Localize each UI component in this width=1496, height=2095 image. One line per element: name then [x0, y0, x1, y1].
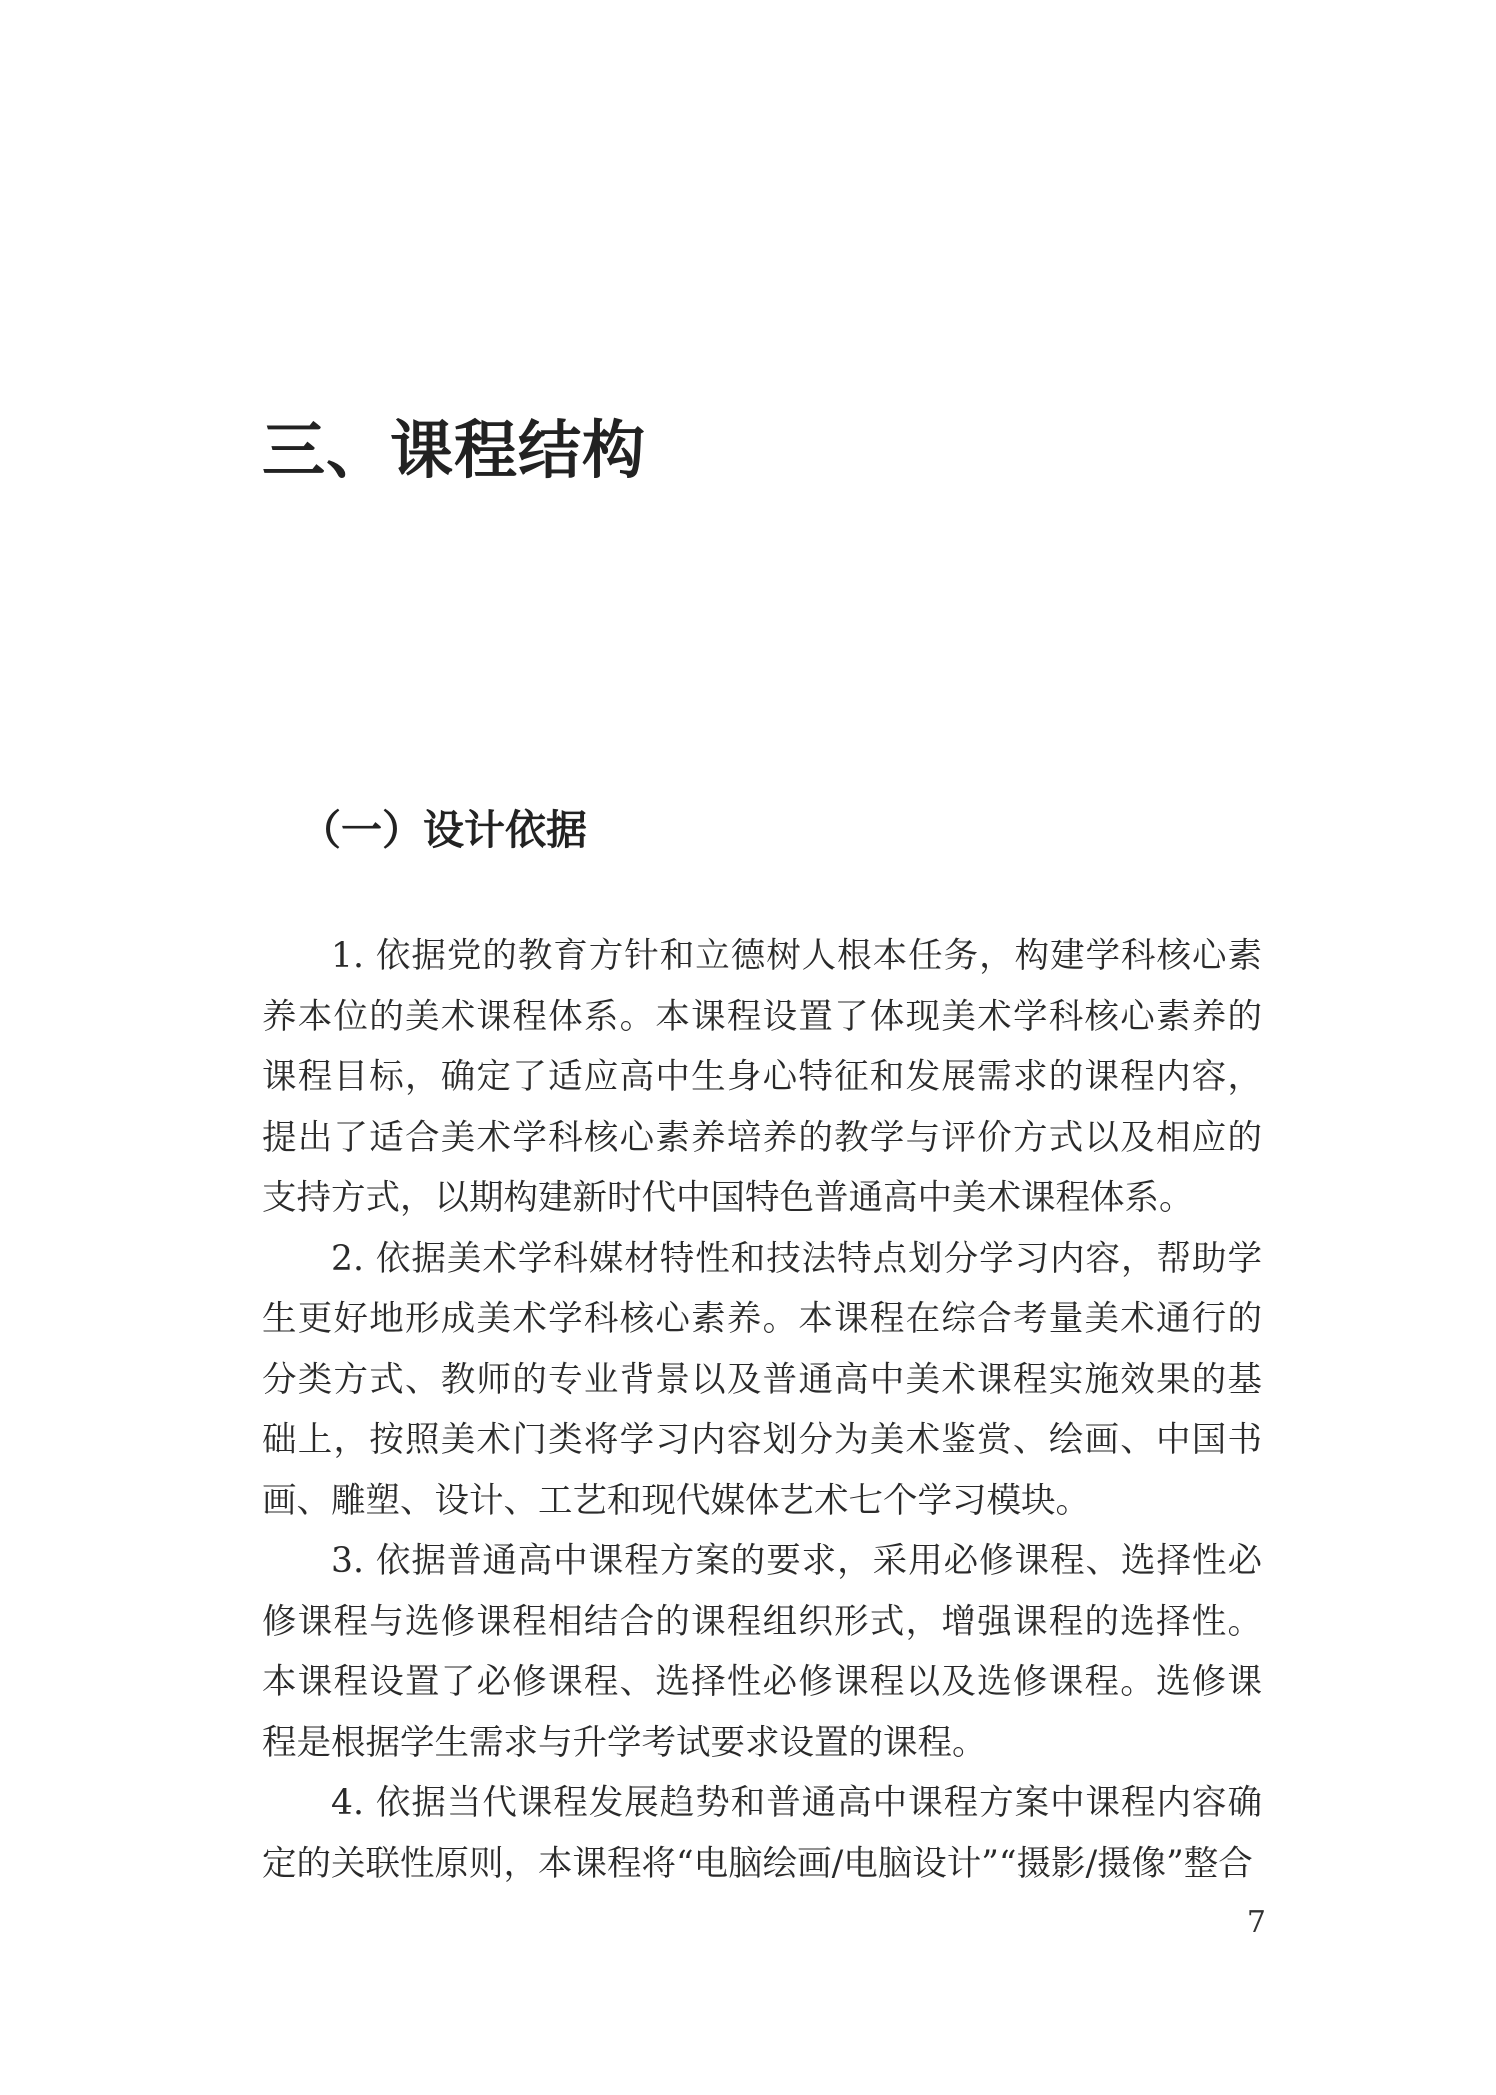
- page-number: 7: [1246, 1905, 1266, 1940]
- section-heading: （一）设计依据: [300, 806, 587, 854]
- paragraph-1: 1. 依据党的教育方针和立德树人根本任务，构建学科核心素养本位的美术课程体系。本课程设置了体现美术学科核心素养的课程目标，确定了适应高中生身心特征和发展需求的课程内容，提出了适合美术学科核心素养培养的教学与评价方式以及相应的支持方式，以期构建新时代中国特色普通高中美术课程体系。: [262, 936, 1262, 1218]
- chapter-title: 三、课程结构: [262, 414, 646, 487]
- paragraph-3: 3. 依据普通高中课程方案的要求，采用必修课程、选择性必修课程与选修课程相结合的课程组织形式，增强课程的选择性。本课程设置了必修课程、选择性必修课程以及选修课程。选修课程是根据学生需求与升学考试要求设置的课程。: [262, 1541, 1262, 1763]
- paragraph-4: 4. 依据当代课程发展趋势和普通高中课程方案中课程内容确定的关联性原则，本课程将“电脑绘画/电脑设计”“摄影/摄像”整合: [262, 1783, 1262, 1884]
- paragraph-2: 2. 依据美术学科媒材特性和技法特点划分学习内容，帮助学生更好地形成美术学科核心素养。本课程在综合考量美术通行的分类方式、教师的专业背景以及普通高中美术课程实施效果的基础上，按照美术门类将学习内容划分为美术鉴赏、绘画、中国书画、雕塑、设计、工艺和现代媒体艺术七个学习模块。: [262, 1238, 1262, 1521]
- body-text: [262, 926, 1262, 1894]
